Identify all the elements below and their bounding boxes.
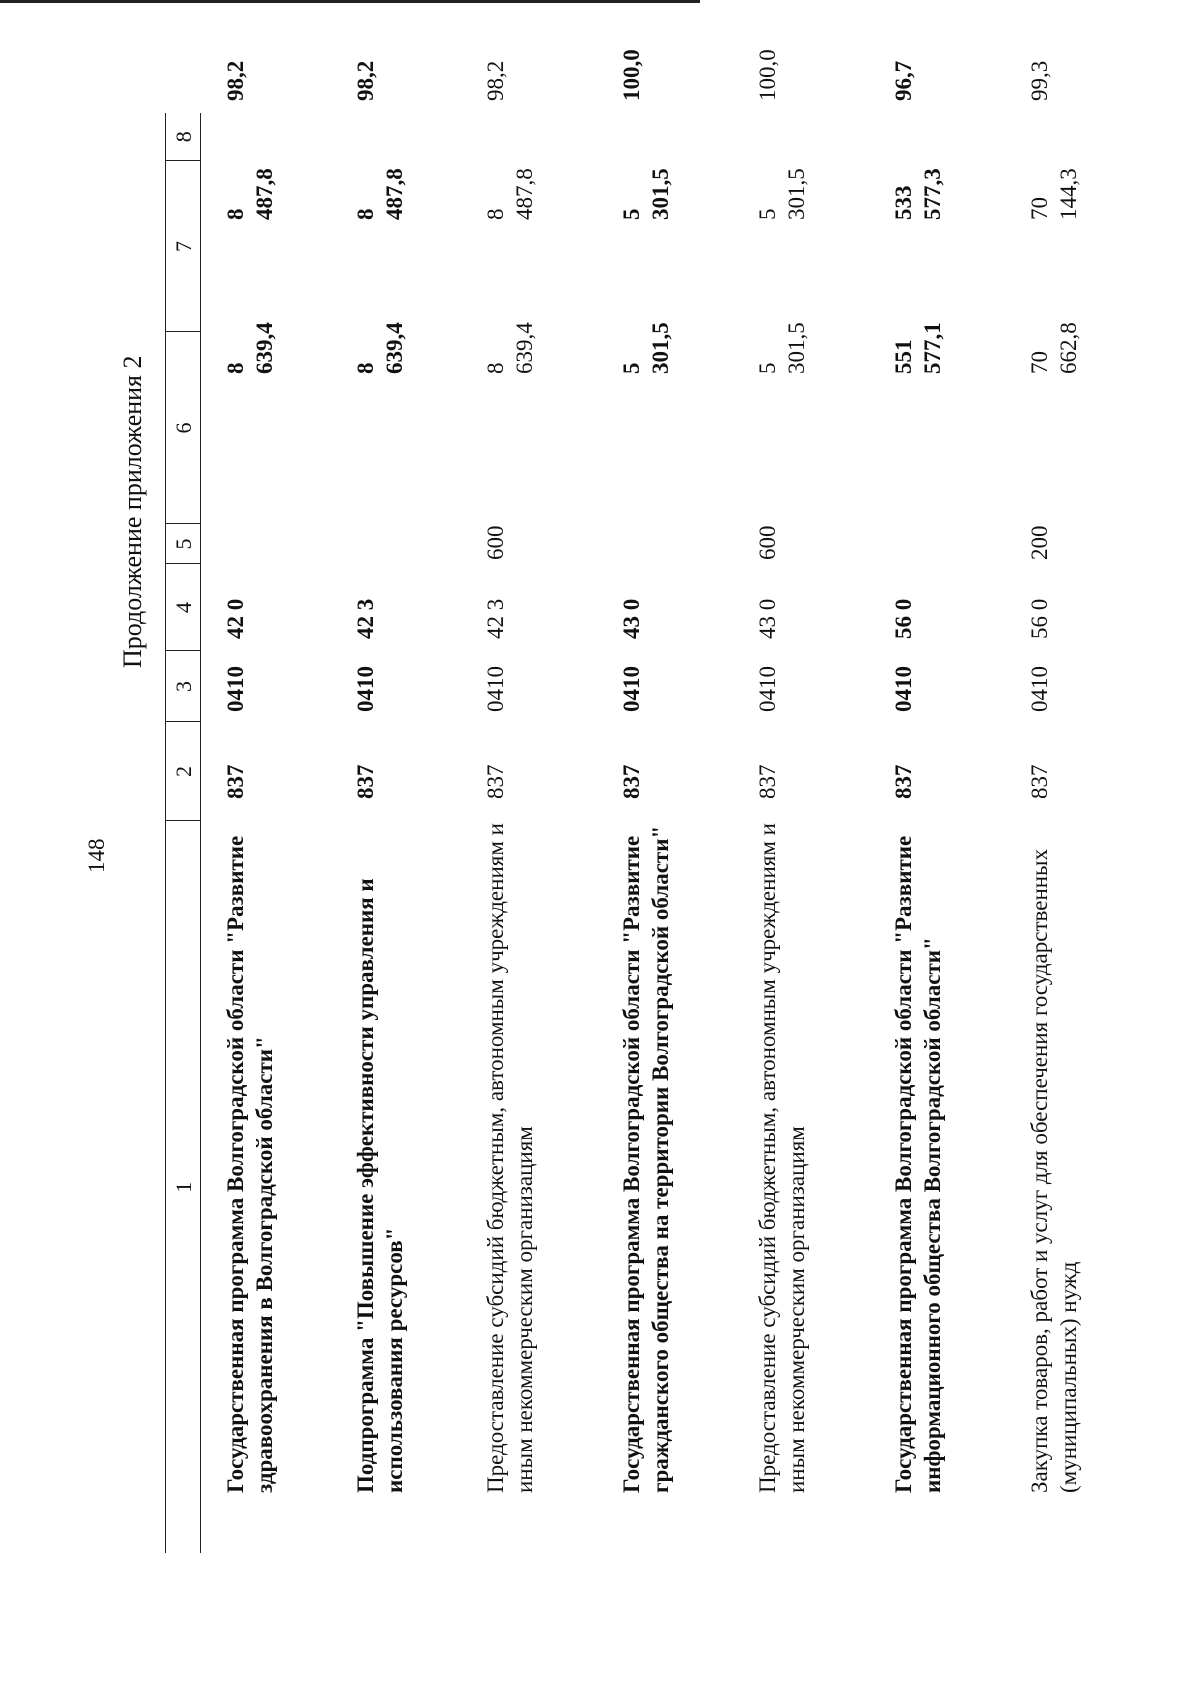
- table-row: [597, 113, 733, 1553]
- page-number: 148: [84, 838, 109, 873]
- row-percent: 98,2: [352, 60, 378, 101]
- row-code: 837: [618, 764, 644, 799]
- row-program: 42 3: [352, 598, 378, 639]
- col-header-1: 1: [166, 821, 201, 1553]
- continuation-caption: Продолжение приложения 2: [118, 355, 147, 668]
- row-section: 0410: [754, 666, 780, 712]
- row-expense-type: [597, 524, 733, 564]
- row-percent: 100,0: [754, 49, 780, 101]
- row-executed: 8 487,8: [223, 168, 277, 220]
- row-planned: 70 662,8: [1026, 322, 1081, 374]
- col-header-7: 7: [166, 161, 201, 332]
- row-program: 42 3: [482, 598, 508, 639]
- table-row: [201, 113, 331, 1553]
- table-row: [733, 113, 869, 1553]
- row-section: 0410: [223, 666, 248, 712]
- row-planned: 8 639,4: [223, 322, 277, 374]
- col-header-2: 2: [166, 722, 201, 821]
- row-executed: 533 577,3: [890, 168, 945, 220]
- table-row: [1005, 113, 1083, 1553]
- row-code: 837: [482, 764, 508, 799]
- row-expense-type: 600: [754, 525, 780, 560]
- row-expense-type: [331, 524, 461, 564]
- row-program: 56 0: [1026, 598, 1052, 639]
- table-row: [331, 113, 461, 1553]
- row-planned: 5 301,5: [754, 322, 809, 374]
- col-header-8: 8: [166, 113, 201, 161]
- table-row: [461, 113, 597, 1553]
- row-expense-type: 600: [482, 525, 508, 560]
- row-executed: 5 301,5: [618, 168, 673, 220]
- row-name: Предоставление субсидий бюджетным, автономным учреждениям и иным некоммерческим организациям: [482, 823, 537, 1493]
- row-percent: 98,2: [482, 60, 508, 101]
- row-program: 56 0: [890, 598, 916, 639]
- row-program: 42 0: [223, 598, 248, 639]
- row-code: 837: [890, 764, 916, 799]
- row-expense-type: [201, 524, 331, 564]
- row-name: Государственная программа Волгоградской области "Развитие здравоохранения в Волгоградской области": [223, 835, 277, 1493]
- row-program: 43 0: [618, 598, 644, 639]
- budget-table: [165, 49, 1083, 1553]
- row-executed: 8 487,8: [352, 168, 407, 220]
- row-executed: 70 144,3: [1026, 168, 1081, 220]
- row-planned: 8 639,4: [352, 322, 407, 374]
- row-code: 837: [352, 764, 378, 799]
- col-header-5: 5: [166, 524, 201, 564]
- row-name: Государственная программа Волгоградской области "Развитие гражданского общества на территории Волгоградской области": [618, 825, 673, 1493]
- row-expense-type: 200: [1026, 525, 1052, 560]
- row-name: Закупка товаров, работ и услуг для обеспечения государственных (муниципальных) нужд: [1026, 848, 1081, 1493]
- row-program: 43 0: [754, 598, 780, 639]
- row-section: 0410: [482, 666, 508, 712]
- row-percent: 96,7: [890, 60, 916, 101]
- col-header-3: 3: [166, 651, 201, 722]
- row-planned: 5 301,5: [618, 322, 673, 374]
- col-header-6: 6: [166, 332, 201, 524]
- row-code: 837: [754, 764, 780, 799]
- row-executed: 5 301,5: [754, 168, 809, 220]
- header-row: [166, 113, 201, 1553]
- row-section: 0410: [618, 666, 644, 712]
- row-name: Предоставление субсидий бюджетным, автономным учреждениям и иным некоммерческим организациям: [754, 823, 809, 1493]
- row-section: 0410: [890, 666, 916, 712]
- row-percent: 100,0: [618, 49, 644, 101]
- row-planned: 8 639,4: [482, 322, 537, 374]
- row-name: Государственная программа Волгоградской области "Развитие информационного общества Волгоградской области": [890, 835, 945, 1493]
- table-row: [869, 113, 1005, 1553]
- col-header-4: 4: [166, 564, 201, 651]
- row-planned: 551 577,1: [890, 322, 945, 374]
- row-executed: 8 487,8: [482, 168, 537, 220]
- row-code: 837: [1026, 764, 1052, 799]
- row-expense-type: [869, 524, 1005, 564]
- row-percent: 99,3: [1026, 60, 1052, 101]
- row-code: 837: [223, 764, 248, 799]
- row-percent: 98,2: [223, 60, 248, 101]
- row-name: Подпрограмма "Повышение эффективности управления и использования ресурсов": [352, 878, 407, 1493]
- row-section: 0410: [1026, 666, 1052, 712]
- row-section: 0410: [352, 666, 378, 712]
